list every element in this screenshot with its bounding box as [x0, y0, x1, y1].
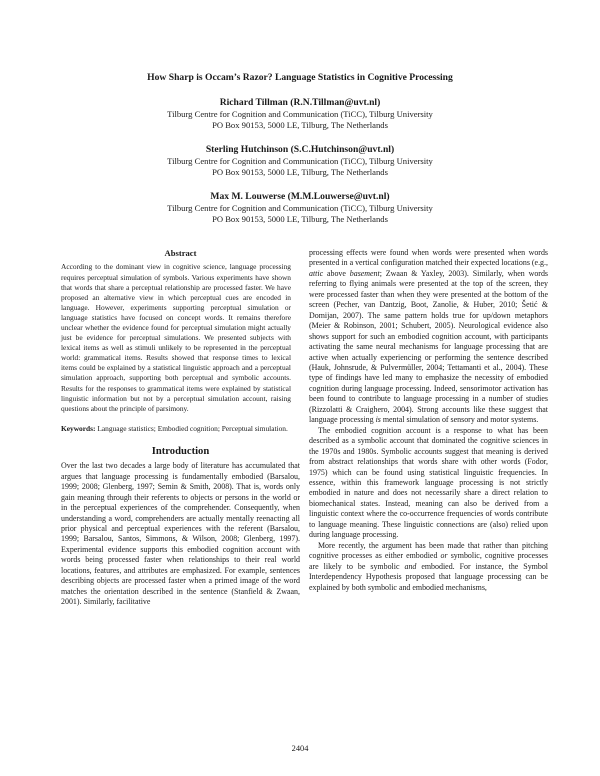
body-paragraph-2: The embodied cognition account is a response to what has been described as a symbolic account that dominated the cognitive sciences in the 1970s and 1980s. Symbolic accounts suggest that meaning is derived from abstract relationships that words share with other words (Fodor, 1975) which can be found using statistical linguistic frequencies. In essence, within this framework language processing is not strictly embodied in nature and does not necessarily share a direct relation to biomechanical states. Instead, meaning can also be derived from a linguistic context where the co-occurrence frequencies of words contribute to language meaning. These linguistic connections are (also) relied upon during language processing.: [309, 425, 548, 540]
italic-term: or: [440, 551, 448, 561]
text-run: above: [323, 268, 350, 278]
text-run: embodied. For instance, the Symbol Interdependency Hypothesis proposed that language processing can be explained by both symbolic and embodied mechanisms,: [309, 561, 548, 592]
author-affiliation: Tilburg Centre for Cognition and Communication (TiCC), Tilburg University: [167, 156, 433, 166]
author-name: Max M. Louwerse (M.M.Louwerse@uvt.nl): [210, 191, 390, 202]
author-block-3: [0, 190, 600, 225]
text-run: processing effects were found when words were presented when words presented in a vertical configuration matched their expected locations (e.g.,: [309, 248, 548, 268]
author-affiliation: Tilburg Centre for Cognition and Communication (TiCC), Tilburg University: [167, 203, 433, 213]
page-number: 2404: [291, 744, 309, 753]
text-run: More recently, the argument has been made that rather than pitching cognitive processes as either embodied: [309, 540, 548, 561]
italic-term: is: [375, 415, 381, 425]
text-run: mental simulation of sensory and motor systems.: [380, 415, 539, 425]
abstract-text: According to the dominant view in cognitive science, language processing requires perceptual simulation of symbols. Various experiments have shown that words that share a perceptual relationship are processed faster. We have proposed an alternative view in which perceptual cues are encoded in language. However, experiments supporting perceptual simulation or language statistics have focused on concept words. It remains therefore unclear whether the evidence found for perceptual simulation might actually just be evidence for perceptual simulations. We presented subjects with lexical items as well as stimuli unlikely to be represented in the perceptual world: grammatical items. Results showed that response times to lexical items could be explained by a statistical linguistic approach and a perceptual simulation approach, supporting both perceptual and symbolic accounts. Results for the responses to grammatical items were explained by statistical linguistic information but not by a perceptual simulation account, raising questions about the principle of parsimony.: [61, 262, 291, 413]
author-address: PO Box 90153, 5000 LE, Tilburg, The Netherlands: [212, 120, 388, 130]
author-block-1: [0, 96, 600, 131]
author-affiliation: Tilburg Centre for Cognition and Communication (TiCC), Tilburg University: [167, 109, 433, 119]
author-name: Sterling Hutchinson (S.C.Hutchinson@uvt.nl): [205, 144, 395, 155]
author-name: Richard Tillman (R.N.Tillman@uvt.nl): [219, 97, 381, 108]
paper-title: How Sharp is Occam’s Razor? Language Statistics in Cognitive Processing: [147, 72, 453, 83]
abstract-heading: Abstract: [164, 248, 197, 258]
text-run: ; Zwaan & Yaxley, 2003). Similarly, when words referring to flying animals were presented at the top of the screen, they were processed faster than when they were presented at the bottom of the screen (Pecher, van Dantzig, Boot, Zanolie, & Huber, 2010; Šetić & Domijan, 2007). The same pattern holds true for up/down metaphors (Meier & Robinson, 2001; Schubert, 2005). Neurological evidence also shows support for such an embodied cognition account, with participants activating the same neural mechanisms for language processing that are active when actually experiencing or performing the sentence described (Hauk, Johnsrude, & Pulvermüller, 2004; Tettamanti et al., 2004). These type of findings have led many to emphasize the necessity of embodied cognition during language processing. Indeed, sensorimotor activation has been found to contribute to language processing in a number of studies (Rizzolatti & Craighero, 2004). Strong accounts like these suggest that language processing: [309, 268, 548, 425]
text-run: symbolic, cognitive processes are likely to be symbolic: [309, 551, 548, 571]
italic-term: attic: [309, 268, 324, 278]
left-column: [61, 248, 300, 608]
author-block-2: [0, 143, 600, 178]
introduction-heading: Introduction: [151, 445, 210, 457]
keywords-label: Keywords:: [61, 423, 96, 433]
author-address: PO Box 90153, 5000 LE, Tilburg, The Netherlands: [212, 214, 388, 224]
body-paragraph-3: [309, 541, 548, 593]
right-column: [309, 248, 548, 593]
body-paragraph-1: [309, 248, 548, 426]
italic-term: and: [404, 561, 417, 571]
author-address: PO Box 90153, 5000 LE, Tilburg, The Netherlands: [212, 167, 388, 177]
keywords-text: Language statistics; Embodied cognition; Perceptual simulation.: [97, 423, 288, 433]
italic-term: basement: [349, 268, 380, 278]
keywords: [61, 424, 300, 434]
introduction-paragraph: Over the last two decades a large body of literature has accumulated that argues that language processing is fundamentally embodied (Barsalou, 1999; 2008; Glenberg, 1997; Semin & Smith, 2008). That is, words only gain meaning through their referents to objects or persons in the world or in the perceptual experiences of the comprehender. Consequently, when understanding a word, comprehenders are actually mentally reenacting all prior physical and perceptual experiences with the referent (Barsalou, 1999; Barsalou, Santos, Simmons, & Wilson, 2008; Glenberg, 1997). Experimental evidence supports this embodied cognition account with words being processed faster when relationships to their real world locations, features, and attributes are emphasized. For example, sentences describing objects are processed faster when a primed image of the word matches the orientation described in the sentence (Stanfield & Zwaan, 2001). Similarly, facilitative: [61, 461, 300, 607]
